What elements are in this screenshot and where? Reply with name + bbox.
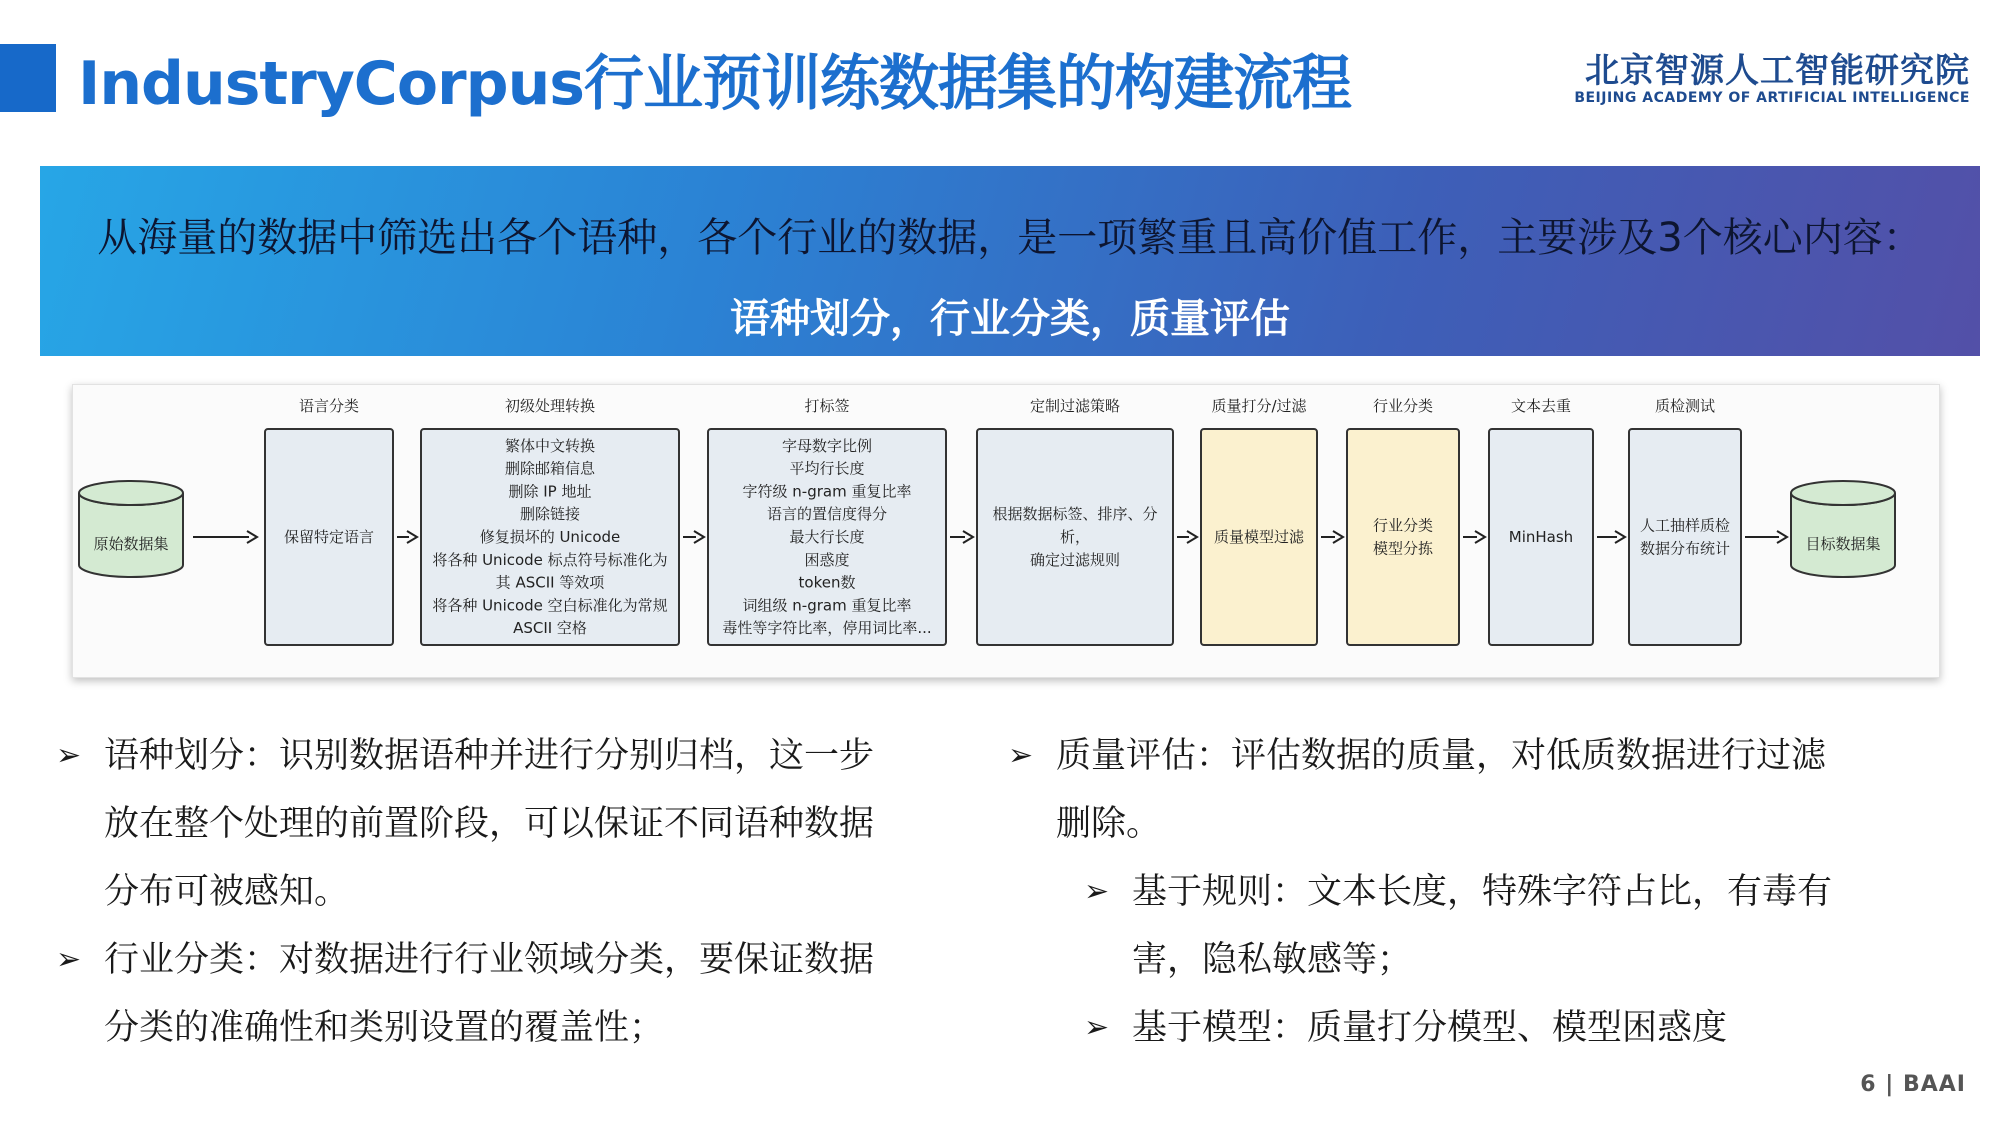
stage-text-line: 困惑度 — [804, 550, 850, 569]
bullet-line: 放在整个处理的前置阶段，可以保证不同语种数据 — [104, 804, 875, 844]
stage-header: 质量打分/过滤 — [1211, 397, 1307, 415]
banner-line-2: 语种划分，行业分类，质量评估 — [730, 296, 1290, 342]
target-dataset-cylinder-label: 目标数据集 — [1805, 535, 1881, 553]
stage-text-line: 人工抽样质检 — [1639, 516, 1731, 535]
page-number: 6 — [1860, 1072, 1877, 1097]
source-dataset-cylinder-top — [79, 481, 183, 505]
stage-text-line: 删除邮箱信息 — [504, 459, 596, 478]
stage-text-line: 确定过滤规则 — [1029, 550, 1121, 569]
logo-chinese-name: 北京智源人工智能研究院 — [1585, 51, 1970, 91]
stage-text-line: 根据数据标签、排序、分 — [992, 505, 1158, 524]
title-accent-bar — [0, 44, 56, 112]
stage-header: 行业分类 — [1372, 397, 1434, 415]
bullet-line: 行业分类：对数据进行行业领域分类，要保证数据 — [104, 940, 875, 980]
pipeline-svg — [73, 385, 1939, 677]
bullet-line: 删除。 — [1056, 804, 1162, 844]
summary-banner — [40, 166, 1980, 356]
bullet-quality-assessment — [1006, 722, 1946, 858]
stage-text-line: 毒性等字符比率，停用词比率... — [722, 619, 932, 638]
stage-text-line: 模型分拣 — [1372, 539, 1434, 558]
bullet-line: 分类的准确性和类别设置的覆盖性； — [104, 1008, 665, 1048]
stage-text-line: 修复损坏的 Unicode — [479, 528, 621, 546]
bullet-line: 分布可被感知。 — [104, 872, 350, 912]
stage-text-line: 最大行长度 — [789, 528, 865, 546]
stage-text-line: 数据分布统计 — [1639, 539, 1731, 558]
banner-line-1: 从海量的数据中筛选出各个语种，各个行业的数据，是一项繁重且高价值工作，主要涉及3个核心内容： — [97, 215, 1923, 261]
target-dataset-cylinder-top — [1791, 481, 1895, 505]
baai-logo — [1574, 52, 1970, 106]
stage-text-line: 平均行长度 — [789, 459, 865, 478]
stage-text-line: 析， — [1059, 528, 1091, 546]
stage-text-line: 字符级 n-gram 重复比率 — [742, 482, 912, 501]
bullet-language-division — [54, 722, 954, 926]
arrow-bullet-icon: ➢ — [1084, 874, 1110, 909]
stage-header: 打标签 — [804, 397, 850, 415]
stage-text-line: 删除链接 — [519, 505, 581, 524]
stage-header: 文本去重 — [1510, 397, 1572, 415]
bullet-line: 基于规则：文本长度，特殊字符占比，有毒有 — [1132, 872, 1833, 912]
bullet-line: 语种划分：识别数据语种并进行分别归档，这一步 — [104, 736, 875, 776]
source-dataset-cylinder-label: 原始数据集 — [93, 535, 169, 553]
stage-text-line: 其 ASCII 等效项 — [495, 573, 605, 592]
sub-bullet-model-based — [1006, 994, 1946, 1062]
bullet-line: 基于模型：质量打分模型、模型困惑度 — [1132, 1008, 1728, 1048]
stage-text-line: 删除 IP 地址 — [508, 482, 592, 501]
stage-text-line: 语言的置信度得分 — [766, 505, 888, 524]
logo-english-name: BEIJING ACADEMY OF ARTIFICIAL INTELLIGENCE — [1574, 90, 1970, 106]
stage-text-line: 词组级 n-gram 重复比率 — [742, 596, 912, 615]
right-bullet-list — [1006, 722, 1946, 1062]
pipeline-diagram — [72, 384, 1940, 678]
stage-header: 语言分类 — [298, 397, 360, 415]
sub-bullet-rule-based — [1006, 858, 1946, 994]
stage-text-line: ASCII 空格 — [513, 619, 587, 638]
stage-text-line: 字母数字比例 — [781, 436, 873, 455]
arrow-bullet-icon: ➢ — [56, 738, 82, 773]
bullet-line: 质量评估：评估数据的质量，对低质数据进行过滤 — [1056, 736, 1827, 776]
left-bullet-list — [54, 722, 954, 1062]
stage-text-line: 保留特定语言 — [283, 528, 375, 546]
page-footer — [1860, 1072, 1966, 1097]
stage-text-line: 将各种 Unicode 标点符号标准化为 — [432, 550, 668, 569]
stage-box — [1347, 429, 1459, 645]
stage-header: 初级处理转换 — [504, 397, 596, 415]
arrow-bullet-icon: ➢ — [1008, 738, 1034, 773]
arrow-bullet-icon: ➢ — [1084, 1010, 1110, 1045]
bullet-line: 害，隐私敏感等； — [1132, 940, 1413, 980]
bullet-industry-classification — [54, 926, 954, 1062]
stage-text-line: token数 — [798, 573, 856, 592]
arrow-bullet-icon: ➢ — [56, 942, 82, 977]
stage-text-line: MinHash — [1508, 528, 1574, 546]
stage-header: 定制过滤策略 — [1029, 397, 1121, 415]
footer-brand: BAAI — [1902, 1072, 1966, 1097]
stage-text-line: 将各种 Unicode 空白标准化为常规 — [432, 596, 668, 615]
page-title: IndustryCorpus行业预训练数据集的构建流程 — [78, 49, 1352, 119]
stage-header: 质检测试 — [1654, 397, 1716, 415]
stage-text-line: 繁体中文转换 — [504, 436, 596, 455]
stage-text-line: 行业分类 — [1372, 516, 1434, 535]
stage-box — [1629, 429, 1741, 645]
stage-text-line: 质量模型过滤 — [1213, 528, 1305, 546]
footer-divider: | — [1885, 1072, 1895, 1097]
